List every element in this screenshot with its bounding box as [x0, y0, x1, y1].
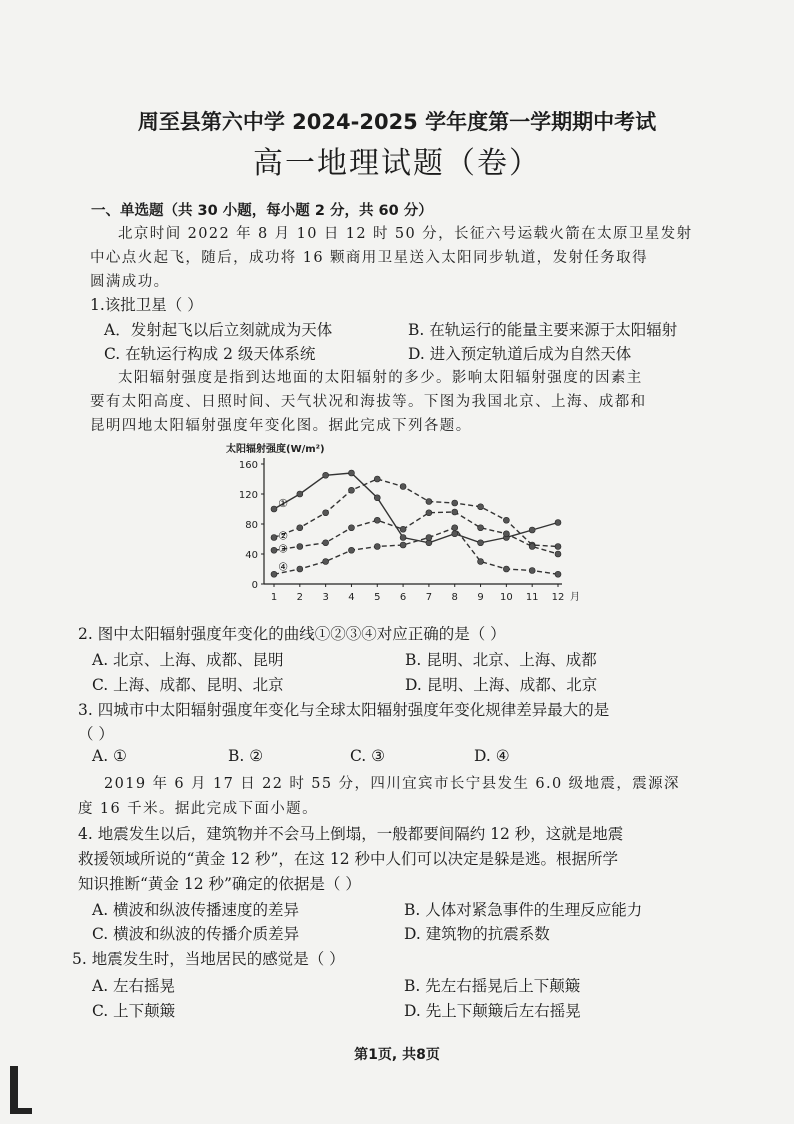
- data-point: [374, 517, 380, 523]
- option-a[interactable]: A. 北京、上海、成都、昆明: [92, 651, 284, 669]
- data-point: [400, 526, 406, 532]
- x-tick-label: 9: [477, 592, 484, 603]
- answer-blank: （ ）: [78, 725, 114, 743]
- x-tick-label: 10: [499, 592, 513, 603]
- data-point: [426, 535, 432, 541]
- y-tick-label: 40: [245, 550, 258, 561]
- data-point: [555, 544, 561, 550]
- data-point: [400, 535, 406, 541]
- data-point: [271, 506, 277, 512]
- x-tick-label: 5: [374, 592, 381, 603]
- data-point: [297, 566, 303, 572]
- question-stem: 2. 图中太阳辐射强度年变化的曲线①②③④对应正确的是（ ）: [78, 625, 506, 643]
- data-point: [452, 500, 458, 506]
- passage-line: 度 16 千米。据此完成下面小题。: [78, 801, 318, 817]
- option-c[interactable]: C. ③: [350, 747, 386, 765]
- exam-header: 周至县第六中学 2024-2025 学年度第一学期期中考试: [137, 110, 657, 134]
- passage-line: 2019 年 6 月 17 日 22 时 55 分，四川宜宾市长宁县发生 6.0 级地震，震源深: [104, 776, 680, 792]
- option-a[interactable]: A．发射起飞以后立刻就成为天体: [104, 321, 333, 339]
- question-stem: 5. 地震发生时，当地居民的感觉是（ ）: [72, 950, 345, 968]
- option-c[interactable]: C. 横波和纵波的传播介质差异: [92, 925, 300, 943]
- passage-line: 昆明四地太阳辐射强度年变化图。据此完成下列各题。: [90, 418, 472, 434]
- data-point: [374, 495, 380, 501]
- x-unit-label: 月: [570, 592, 580, 603]
- data-point: [426, 499, 432, 505]
- y-tick-label: 120: [238, 490, 258, 501]
- question-stem: 1.该批卫星（ ）: [90, 296, 203, 314]
- data-point: [348, 470, 354, 476]
- passage-line: 要有太阳高度、日照时间、天气状况和海拔等。下图为我国北京、上海、成都和: [90, 394, 647, 410]
- data-point: [323, 559, 329, 565]
- y-tick-label: 160: [238, 460, 258, 471]
- data-point: [297, 491, 303, 497]
- option-b[interactable]: B. ②: [228, 747, 264, 765]
- data-point: [555, 571, 561, 577]
- passage-line: 太阳辐射强度是指到达地面的太阳辐射的多少。影响太阳辐射强度的因素主: [118, 370, 643, 386]
- page-title: 高一地理试题（卷）: [253, 146, 541, 181]
- option-c[interactable]: C. 上海、成都、昆明、北京: [92, 676, 284, 694]
- data-point: [348, 525, 354, 531]
- radiation-line-chart: [222, 436, 582, 614]
- data-point: [400, 542, 406, 548]
- data-point: [374, 544, 380, 550]
- data-point: [297, 525, 303, 531]
- series-label: ④: [278, 560, 288, 574]
- section-heading: 一、单选题（共 30 小题，每小题 2 分，共 60 分）: [91, 203, 433, 219]
- option-b[interactable]: B. 在轨运行的能量主要来源于太阳辐射: [408, 321, 678, 339]
- data-point: [478, 504, 484, 510]
- question-stem: 3. 四城市中太阳辐射强度年变化与全球太阳辐射强度年变化规律差异最大的是: [78, 701, 610, 719]
- x-tick-label: 1: [270, 592, 278, 603]
- data-point: [555, 520, 561, 526]
- data-point: [271, 547, 277, 553]
- data-point: [297, 544, 303, 550]
- option-d[interactable]: D. 昆明、上海、成都、北京: [405, 676, 598, 694]
- data-point: [452, 525, 458, 531]
- series-label: ③: [278, 542, 288, 556]
- y-tick-label: 80: [245, 520, 258, 531]
- series-line-3: [274, 512, 558, 554]
- option-a[interactable]: A. ①: [92, 747, 127, 765]
- scan-mark: [10, 1108, 32, 1114]
- x-tick-label: 4: [348, 592, 355, 603]
- data-point: [271, 571, 277, 577]
- data-point: [503, 517, 509, 523]
- option-b[interactable]: B. 昆明、北京、上海、成都: [405, 651, 597, 669]
- series-label: ①: [278, 497, 288, 510]
- data-point: [529, 568, 535, 574]
- y-axis-label: 太阳辐射强度(W/m²): [226, 444, 325, 455]
- data-point: [478, 559, 484, 565]
- data-point: [374, 476, 380, 482]
- data-point: [323, 510, 329, 516]
- data-point: [529, 544, 535, 550]
- scan-mark: [10, 1066, 18, 1114]
- option-d[interactable]: D. ④: [474, 747, 510, 765]
- x-tick-label: 12: [551, 592, 565, 603]
- series-label: ②: [278, 529, 288, 543]
- question-stem: 救援领域所说的“黄金 12 秒”，在这 12 秒中人们可以决定是躲是逃。根据所学: [78, 850, 619, 868]
- option-d[interactable]: D. 建筑物的抗震系数: [404, 925, 550, 943]
- data-point: [348, 487, 354, 493]
- series-line-2: [274, 479, 558, 547]
- x-tick-label: 2: [296, 592, 304, 603]
- passage-line: 中心点火起飞，随后，成功将 16 颗商用卫星送入太阳同步轨道，发射任务取得: [90, 250, 648, 266]
- data-point: [452, 531, 458, 537]
- option-c[interactable]: C. 上下颠簸: [92, 1002, 176, 1020]
- data-point: [478, 525, 484, 531]
- passage-line: 圆满成功。: [90, 274, 170, 290]
- option-d[interactable]: D. 先上下颠簸后左右摇晃: [404, 1002, 581, 1020]
- page-number: 第1页, 共8页: [354, 1047, 440, 1063]
- y-tick-label: 0: [251, 580, 258, 591]
- question-stem: 知识推断“黄金 12 秒”确定的依据是（ ）: [78, 875, 361, 893]
- option-a[interactable]: A. 横波和纵波传播速度的差异: [92, 901, 300, 919]
- data-point: [529, 527, 535, 533]
- series-line-1: [274, 473, 558, 543]
- data-point: [503, 566, 509, 572]
- data-point: [323, 540, 329, 546]
- x-tick-label: 3: [322, 592, 329, 603]
- x-tick-label: 6: [399, 592, 407, 603]
- data-point: [426, 510, 432, 516]
- data-point: [271, 535, 277, 541]
- option-c[interactable]: C. 在轨运行构成 2 级天体系统: [104, 345, 316, 363]
- option-b[interactable]: B. 先左右摇晃后上下颠簸: [404, 977, 581, 995]
- data-point: [400, 484, 406, 490]
- data-point: [452, 509, 458, 515]
- data-point: [503, 531, 509, 537]
- question-stem: 4. 地震发生以后，建筑物并不会马上倒塌，一般都要间隔约 12 秒，这就是地震: [78, 825, 624, 843]
- x-tick-label: 8: [451, 592, 458, 603]
- option-b[interactable]: B. 人体对紧急事件的生理反应能力: [404, 901, 643, 919]
- option-d[interactable]: D. 进入预定轨道后成为自然天体: [408, 345, 632, 363]
- data-point: [348, 547, 354, 553]
- data-point: [555, 551, 561, 557]
- passage-line: 北京时间 2022 年 8 月 10 日 12 时 50 分，长征六号运载火箭在太原卫星发射: [118, 226, 693, 242]
- data-point: [323, 472, 329, 478]
- x-tick-label: 7: [425, 592, 433, 603]
- x-tick-label: 11: [525, 592, 539, 603]
- data-point: [478, 540, 484, 546]
- option-a[interactable]: A. 左右摇晃: [92, 977, 176, 995]
